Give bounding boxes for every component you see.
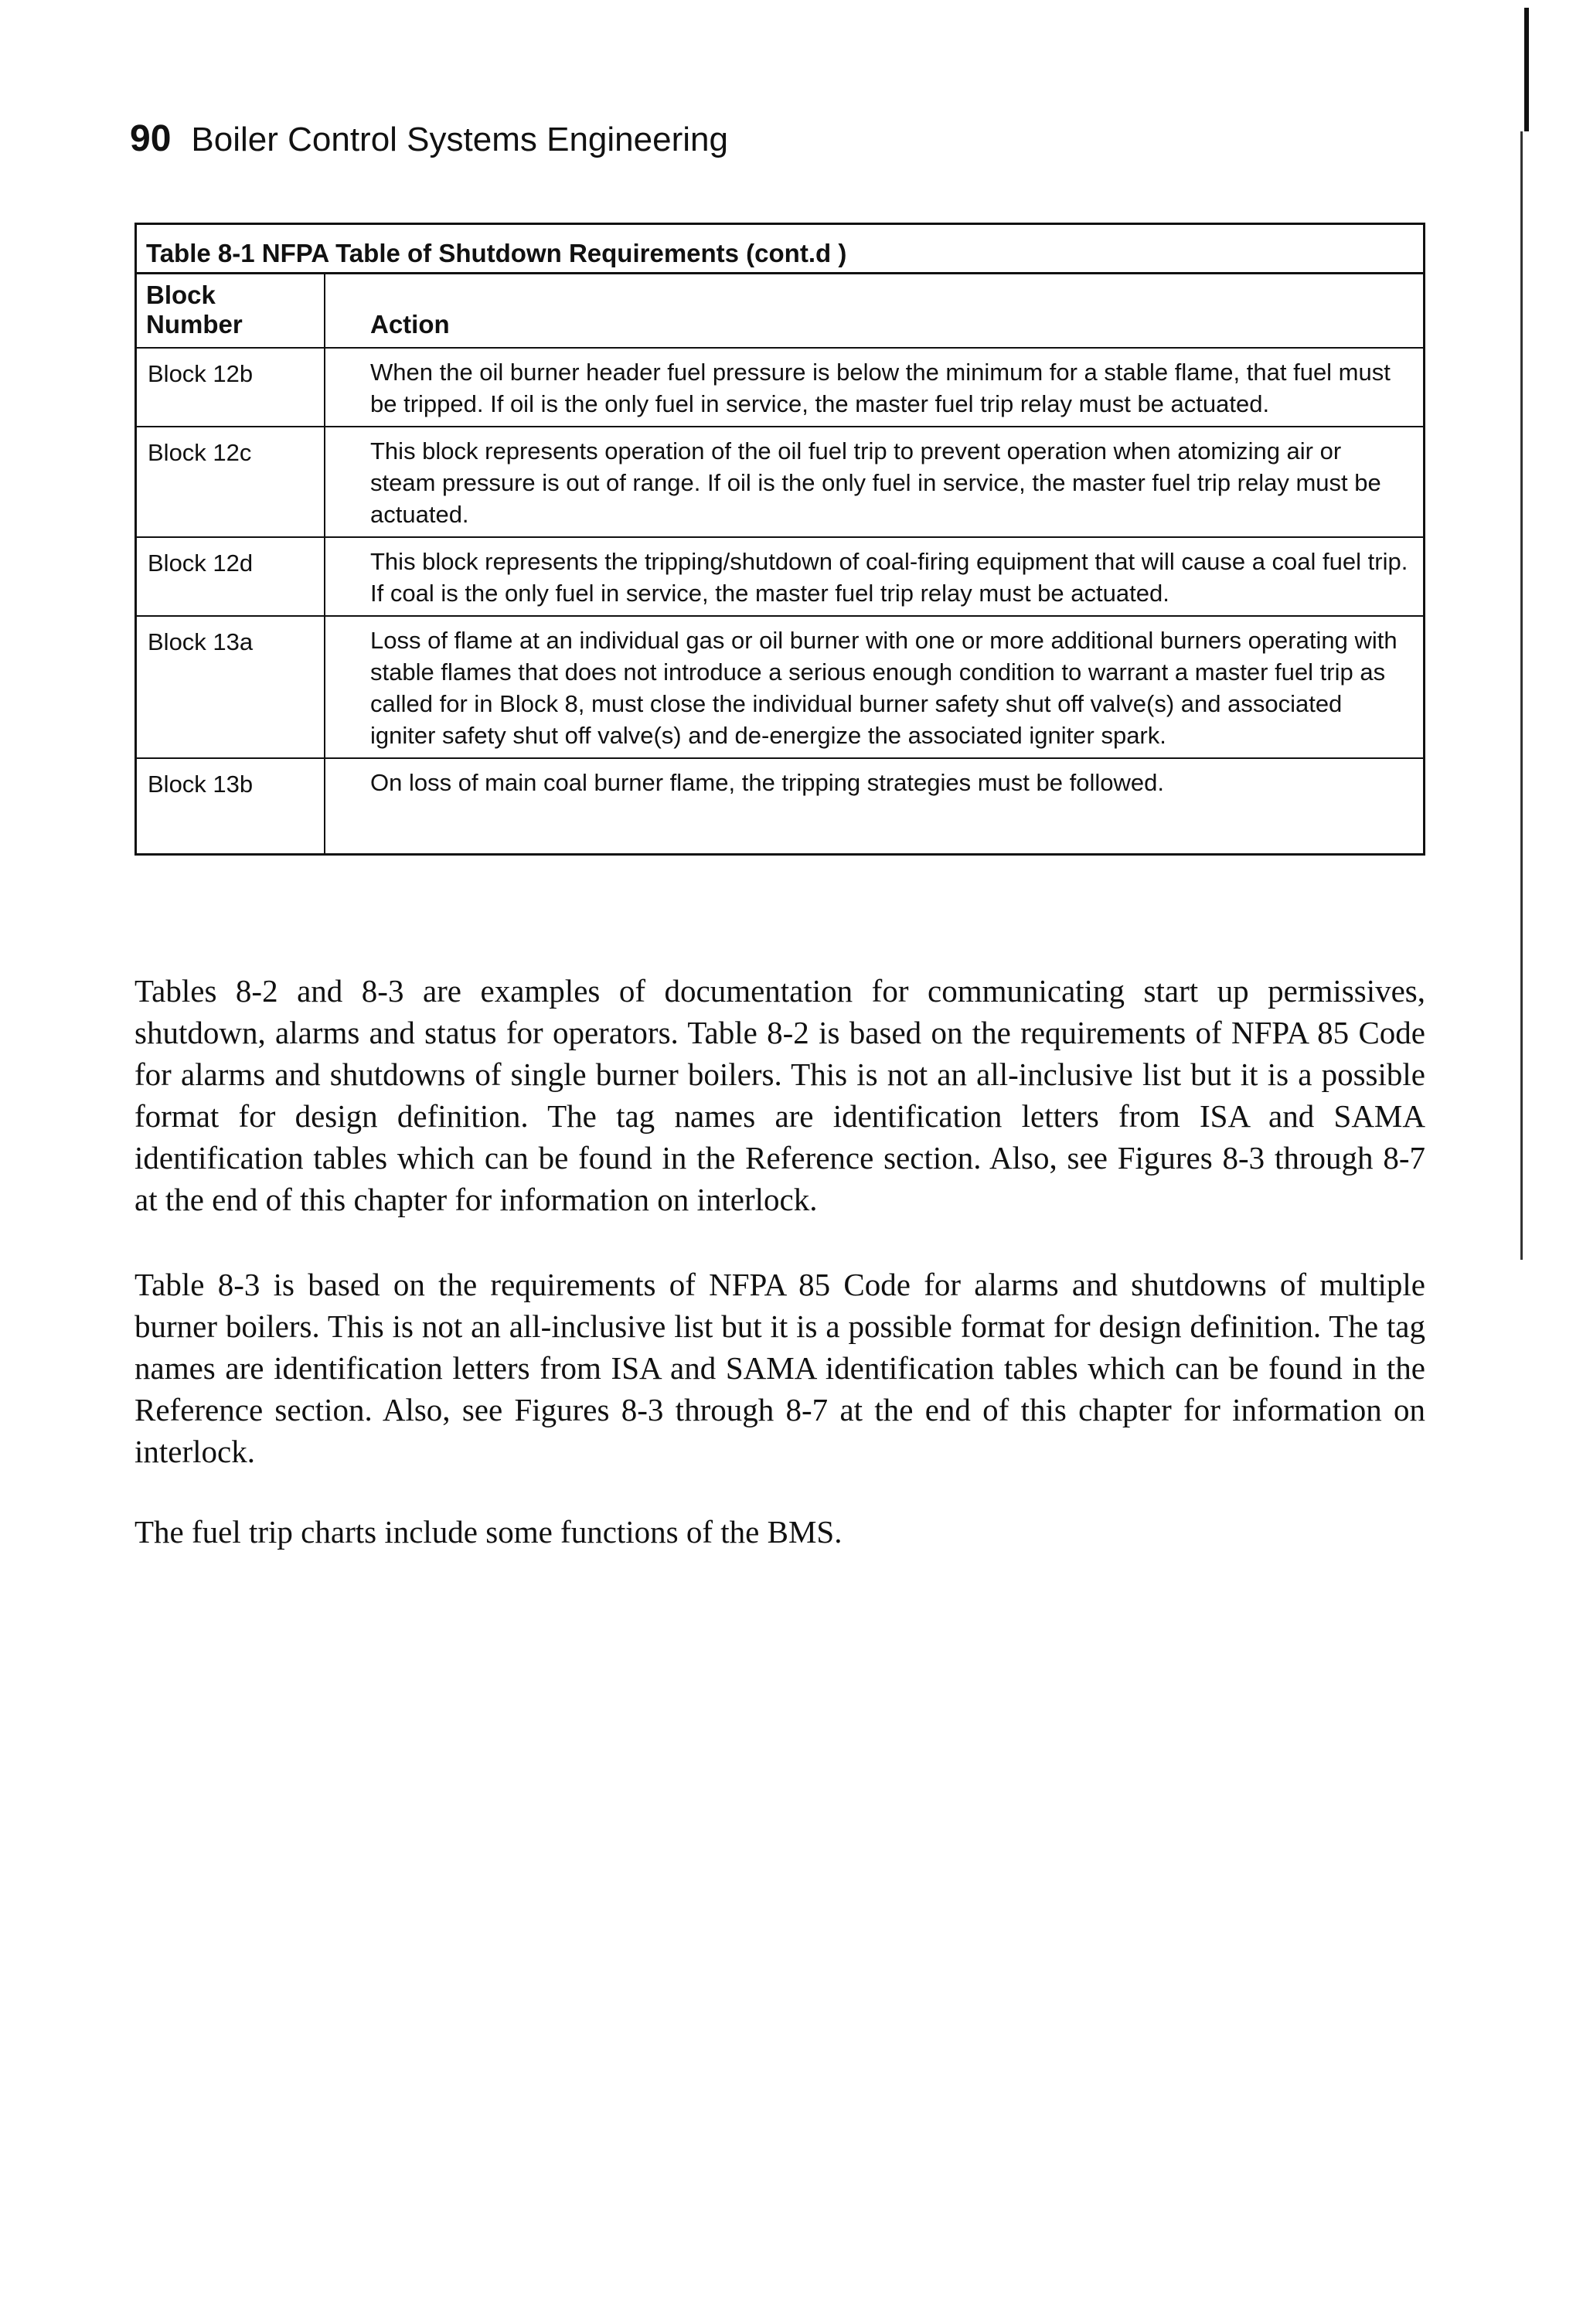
book-title: Boiler Control Systems Engineering [191, 121, 728, 158]
table-caption-row [136, 224, 1425, 274]
running-header [130, 117, 728, 162]
table-row [136, 427, 1425, 537]
block-number-cell: Block 12b [136, 348, 325, 427]
table-row [136, 616, 1425, 758]
block-number-cell: Block 12d [136, 537, 325, 616]
action-cell: This block represents operation of the oil fuel trip to prevent operation when atomizing air or steam pressure is out of range. If oil is the only fuel in service, the master fuel trip relay must be actuated. [325, 427, 1425, 537]
table-caption: Table 8-1 NFPA Table of Shutdown Requirements (cont.d ) [136, 224, 1425, 274]
column-header-action: Action [325, 274, 1425, 349]
page-number: 90 [130, 118, 172, 159]
table-row [136, 758, 1425, 855]
action-cell: When the oil burner header fuel pressure is below the minimum for a stable flame, that fuel must be tripped. If oil is the only fuel in service, the master fuel trip relay must be actuated. [325, 348, 1425, 427]
block-number-cell: Block 12c [136, 427, 325, 537]
column-header-block-number: Block Number [136, 274, 325, 349]
body-paragraph: Table 8-3 is based on the requirements of NFPA 85 Code for alarms and shutdowns of multiple burner boilers. This is not an all-inclusive list but it is a possible format for design definition. The tag names are identification letters from ISA and SAMA identification tables which can be found in the Reference section. Also, see Figures 8-3 through 8-7 at the end of this chapter for information on interlock. [134, 1267, 1425, 1469]
scan-edge-line [1520, 131, 1523, 1260]
scan-edge-bar [1524, 8, 1529, 131]
table-row [136, 348, 1425, 427]
action-cell: Loss of flame at an individual gas or oil burner with one or more additional burners operating with stable flames that does not introduce a serious enough condition to warrant a master fuel trip as called for in Block 8, must close the individual burner safety shut off valve(s) and associated igniter safety shut off valve(s) and de-energize the associated igniter spark. [325, 616, 1425, 758]
action-cell: On loss of main coal burner flame, the tripping strategies must be followed. [370, 769, 1164, 796]
block-number-cell: Block 13a [136, 616, 325, 758]
body-paragraph: Tables 8-2 and 8-3 are examples of documentation for communicating start up permissives, shutdown, alarms and status for operators. Table 8-2 is based on the requirements of NFPA 85 Code for alarms and shutdowns of single burner boilers. This is not an all-inclusive list but it is a possible format for design definition. The tag names are identification letters from ISA and SAMA identification tables which can be found in the Reference section. Also, see Figures 8-3 through 8-7 at the end of this chapter for information on interlock. [134, 973, 1425, 1217]
table-header-row [136, 274, 1425, 349]
table-row [136, 537, 1425, 616]
block-number-cell: Block 13b [136, 758, 325, 855]
body-paragraph: The fuel trip charts include some functions of the BMS. [134, 1514, 843, 1550]
action-cell: This block represents the tripping/shutdown of coal-firing equipment that will cause a coal fuel trip. If coal is the only fuel in service, the master fuel trip relay must be actuated. [325, 537, 1425, 616]
shutdown-requirements-table [134, 223, 1425, 856]
